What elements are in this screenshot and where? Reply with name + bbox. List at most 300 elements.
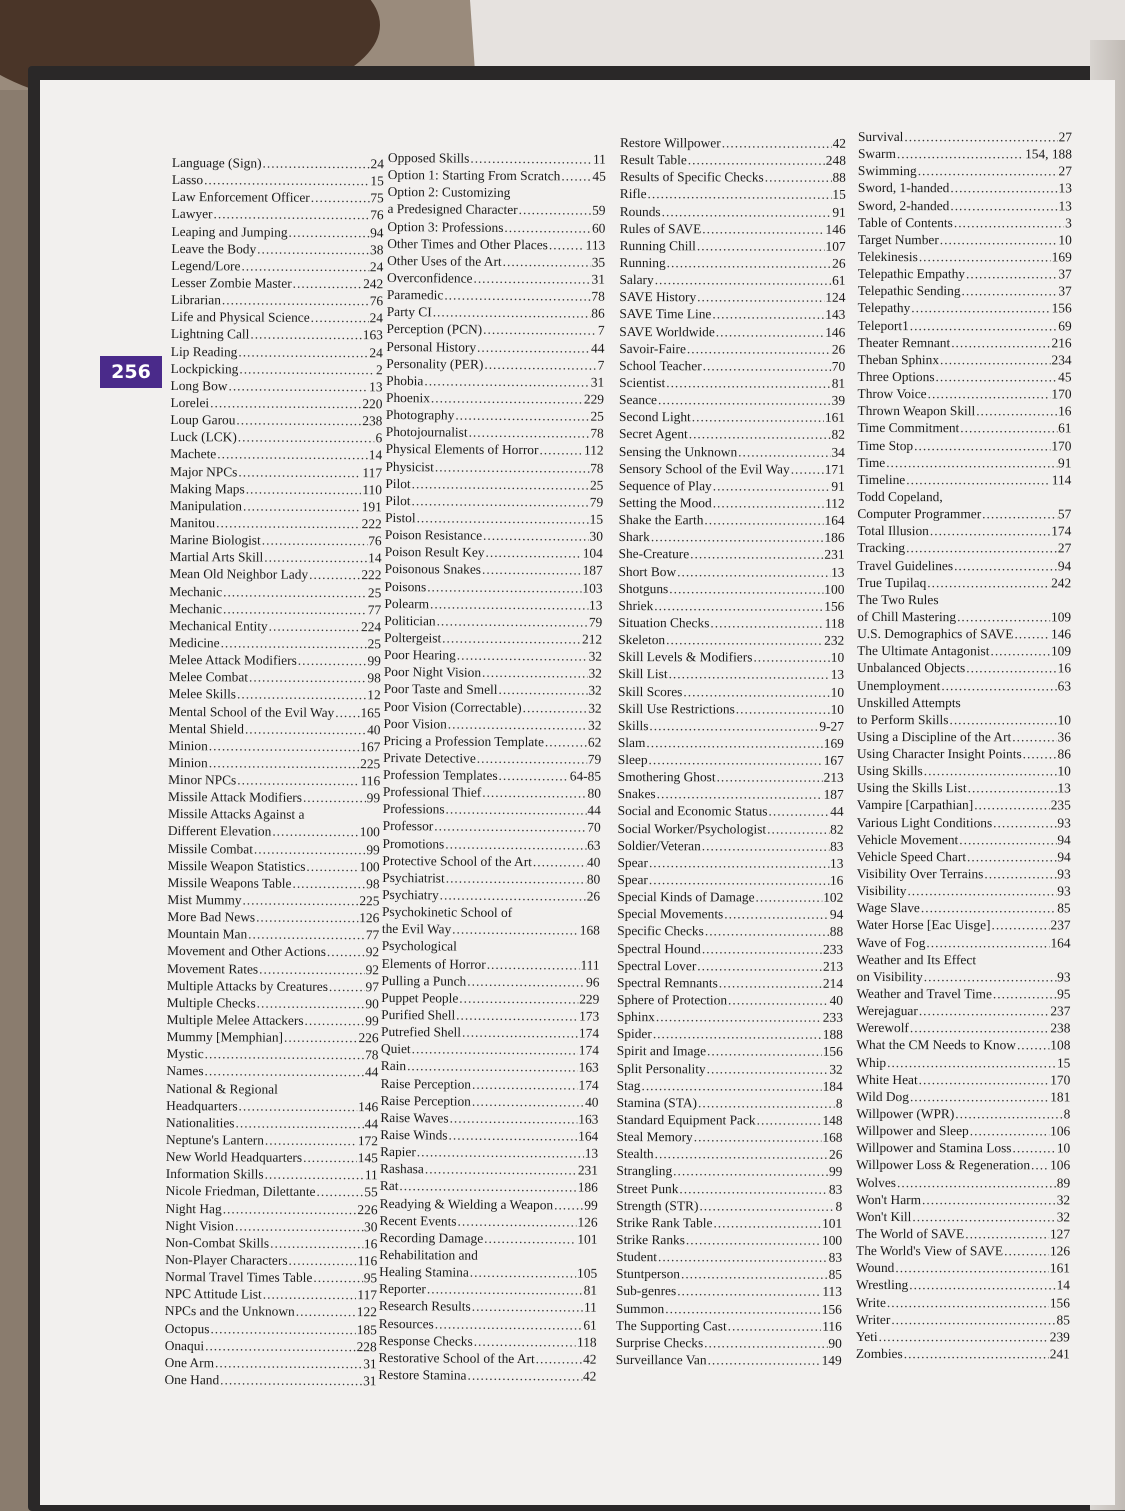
index-entry xyxy=(170,497,382,515)
leader-dots xyxy=(455,407,589,425)
index-entry xyxy=(382,869,600,888)
leader-dots xyxy=(456,1007,578,1025)
index-entry-page: 148 xyxy=(822,1112,842,1129)
index-entry-page: 93 xyxy=(1057,814,1070,831)
index-entry xyxy=(169,617,381,635)
index-entry xyxy=(382,920,600,939)
index-entry-page: 83 xyxy=(829,1180,842,1197)
index-entry-page: 242 xyxy=(1051,574,1071,591)
index-entry-page: 78 xyxy=(590,425,604,442)
index-entry xyxy=(385,526,603,545)
index-entry-label: Legend/Lore xyxy=(171,257,240,275)
index-entry xyxy=(618,802,844,820)
leader-dots xyxy=(648,186,832,204)
index-entry-page: 170 xyxy=(1051,385,1071,402)
leader-dots xyxy=(919,1071,1050,1088)
index-entry-label: Headquarters xyxy=(166,1097,237,1115)
index-entry-page: 170 xyxy=(1050,1071,1070,1088)
index-entry-label: the Evil Way xyxy=(382,920,451,938)
index-entry-page: 213 xyxy=(823,957,843,974)
index-entry-label: Option 1: Starting From Scratch xyxy=(388,166,561,185)
index-entry xyxy=(856,1225,1070,1243)
index-entry-page: 7 xyxy=(598,322,605,339)
index-entry-label: Running Chill xyxy=(620,237,696,254)
index-entry xyxy=(617,1111,843,1129)
index-entry xyxy=(381,972,599,991)
leader-dots xyxy=(702,220,824,238)
index-column-1 xyxy=(164,154,384,1389)
index-entry-page: 172 xyxy=(358,1132,378,1149)
index-entry-page: 13 xyxy=(369,378,382,395)
leader-dots xyxy=(654,597,823,615)
index-entry-label: Werejaguar xyxy=(856,1002,917,1019)
leader-dots xyxy=(467,972,585,990)
index-entry xyxy=(616,1214,842,1232)
leader-dots xyxy=(431,389,583,407)
index-entry-label: Martial Arts Skill xyxy=(169,548,263,566)
leader-dots xyxy=(1023,745,1057,762)
index-entry xyxy=(386,440,604,459)
index-entry-page: 163 xyxy=(579,1059,599,1076)
index-entry xyxy=(166,1045,378,1063)
index-entry-label: Mental School of the Evil Way xyxy=(169,702,335,720)
index-entry-page: 126 xyxy=(577,1213,597,1230)
leader-dots xyxy=(243,497,361,515)
index-entry-label: Sequence of Play xyxy=(619,477,712,494)
index-entry-label: Second Light xyxy=(619,408,691,425)
index-entry-label: Option 2: Customizing xyxy=(388,183,511,201)
index-entry-page: 168 xyxy=(580,922,600,939)
leader-dots xyxy=(242,891,358,909)
leader-dots xyxy=(257,240,369,258)
leader-dots xyxy=(482,664,588,682)
index-entry-label: Teleport1 xyxy=(858,317,909,334)
index-entry xyxy=(619,477,845,495)
index-entry xyxy=(856,985,1070,1003)
leader-dots xyxy=(248,926,365,944)
index-entry xyxy=(619,460,845,478)
leader-dots xyxy=(928,385,1051,402)
index-entry-label: Multiple Attacks by Creatures xyxy=(167,977,328,995)
index-entry-label: Mystic xyxy=(166,1045,203,1062)
leader-dots xyxy=(941,677,1056,694)
leader-dots xyxy=(909,1277,1055,1294)
index-entry xyxy=(858,248,1072,266)
index-entry-label: Recent Events xyxy=(380,1212,457,1230)
index-entry-page: 15 xyxy=(1057,1054,1070,1071)
index-entry-label: Phobia xyxy=(386,372,423,389)
index-entry-page: 161 xyxy=(1050,1260,1070,1277)
index-entry xyxy=(171,274,383,292)
leader-dots xyxy=(462,1024,578,1042)
index-entry xyxy=(381,1040,599,1059)
leader-dots xyxy=(296,1303,356,1321)
index-entry xyxy=(379,1297,597,1316)
index-entry-page: 93 xyxy=(1057,968,1070,985)
leader-dots xyxy=(921,899,1056,916)
index-entry-label: Visibility xyxy=(857,882,907,899)
index-entry xyxy=(387,320,605,339)
leader-dots xyxy=(677,1283,821,1301)
index-entry-label: Telepathy xyxy=(858,299,911,316)
index-entry-label: SAVE Time Line xyxy=(619,305,711,322)
leader-dots xyxy=(217,446,368,464)
index-entry-label: The Supporting Cast xyxy=(616,1317,727,1335)
leader-dots xyxy=(305,1012,365,1030)
index-entry-page: 232 xyxy=(824,632,844,649)
index-entry-page: 86 xyxy=(591,305,605,322)
index-entry-page: 188 xyxy=(823,1026,843,1043)
index-entry-page: 164 xyxy=(825,512,845,529)
index-entry-label: Salary xyxy=(619,271,653,288)
index-entry-page: 79 xyxy=(588,751,602,768)
leader-dots xyxy=(719,974,822,992)
index-entry-page: 114 xyxy=(1052,471,1072,488)
index-entry-page: 14 xyxy=(1057,1277,1070,1294)
index-entry-page: 170 xyxy=(1051,437,1071,454)
leader-dots xyxy=(479,1260,596,1261)
index-entry-page: 96 xyxy=(586,973,600,990)
index-entry-label: Won't Kill xyxy=(856,1208,911,1225)
leader-dots xyxy=(399,1178,576,1197)
index-entry-label: Personal History xyxy=(386,338,476,356)
index-entry-label: Readying & Wielding a Weapon xyxy=(380,1195,554,1214)
leader-dots xyxy=(264,549,367,567)
index-entry xyxy=(383,800,601,819)
index-entry-page: 216 xyxy=(1052,334,1072,351)
index-column-4 xyxy=(856,128,1072,1362)
index-entry-label: Long Bow xyxy=(171,377,228,395)
index-entry xyxy=(165,1234,377,1252)
leader-dots xyxy=(967,848,1056,865)
index-entry-page: 25 xyxy=(590,408,604,425)
leader-dots xyxy=(658,1248,828,1266)
leader-dots xyxy=(239,360,375,378)
index-entry-label: Missile Attack Modifiers xyxy=(168,788,302,806)
index-entry xyxy=(170,445,382,463)
leader-dots xyxy=(791,460,824,477)
index-entry-label: Sword, 1-handed xyxy=(858,179,950,196)
index-entry xyxy=(616,1162,842,1180)
leader-dots xyxy=(228,377,368,395)
index-entry-page: 94 xyxy=(370,224,383,241)
index-entry xyxy=(856,1242,1070,1260)
index-entry-page: 226 xyxy=(358,1029,378,1046)
index-entry-label: Quiet xyxy=(381,1040,411,1057)
index-entry-label: Rehabilitation and xyxy=(379,1246,478,1264)
index-entry xyxy=(856,1174,1070,1192)
index-entry-page: 154, 188 xyxy=(1025,145,1072,162)
index-entry-page: 13 xyxy=(830,855,843,872)
index-entry-label: Snakes xyxy=(618,785,656,802)
index-entry-page: 24 xyxy=(371,155,384,172)
leader-dots xyxy=(473,270,590,288)
leader-dots xyxy=(427,578,581,596)
index-entry xyxy=(167,1011,379,1029)
leader-dots xyxy=(686,1231,821,1249)
index-entry-label: Water Horse [Eac Uisge] xyxy=(857,916,991,933)
leader-dots xyxy=(879,1328,1049,1345)
index-entry-page: 85 xyxy=(1057,900,1070,917)
leader-dots xyxy=(966,265,1057,282)
leader-dots xyxy=(704,1334,827,1352)
index-entry-page: 89 xyxy=(1057,1174,1070,1191)
index-entry-page: 156 xyxy=(1052,300,1072,317)
index-entry-label: Promotions xyxy=(382,835,444,853)
index-entry-page: 26 xyxy=(832,255,845,272)
index-entry xyxy=(378,1349,596,1368)
index-entry-page: 231 xyxy=(824,546,844,563)
index-entry xyxy=(857,831,1071,849)
leader-dots xyxy=(430,595,588,613)
index-entry-label: Skeleton xyxy=(618,631,665,648)
index-entry-label: Special Movements xyxy=(617,905,723,923)
index-entry-label: Professions xyxy=(383,800,445,818)
leader-dots xyxy=(298,652,367,670)
index-entry-page: 108 xyxy=(1050,1037,1070,1054)
index-entry xyxy=(167,960,379,978)
index-entry-page: 98 xyxy=(367,669,380,686)
leader-dots xyxy=(951,334,1050,351)
leader-dots xyxy=(467,1367,582,1385)
index-entry-label: Writer xyxy=(856,1311,890,1328)
index-entry-page: 64-85 xyxy=(570,768,601,785)
index-entry-label: Spear xyxy=(617,854,648,871)
index-entry xyxy=(619,305,845,323)
leader-dots xyxy=(927,574,1050,591)
index-entry xyxy=(385,492,603,511)
index-entry-label: Pilot xyxy=(385,475,410,492)
index-entry-page: 75 xyxy=(370,189,383,206)
index-entry xyxy=(171,223,383,241)
leader-dots xyxy=(694,1128,822,1146)
index-entry xyxy=(617,922,843,940)
index-entry xyxy=(856,1345,1070,1363)
leader-dots xyxy=(704,511,823,529)
index-entry-page: 10 xyxy=(1058,231,1071,248)
index-entry xyxy=(619,443,845,461)
leader-dots xyxy=(950,197,1057,214)
index-entry xyxy=(617,888,843,906)
index-entry-label: Reporter xyxy=(379,1280,426,1298)
index-entry xyxy=(169,600,381,618)
index-entry-label: Results of Specific Checks xyxy=(620,168,764,186)
index-entry-page: 32 xyxy=(589,648,603,665)
index-entry-page: 93 xyxy=(1057,865,1070,882)
index-entry-label: Nationalities xyxy=(166,1114,235,1132)
index-entry-label: Stuntperson xyxy=(616,1265,680,1282)
index-entry-page: 88 xyxy=(832,169,845,186)
index-entry-label: Non-Player Characters xyxy=(165,1251,287,1269)
index-entry-page: 225 xyxy=(360,755,380,772)
index-entry xyxy=(385,560,603,579)
index-entry-label: Street Punk xyxy=(616,1180,678,1197)
index-entry xyxy=(617,1025,843,1043)
leader-dots xyxy=(249,669,366,687)
leader-dots xyxy=(919,1002,1050,1019)
index-entry xyxy=(617,1008,843,1026)
index-entry xyxy=(619,545,845,563)
index-entry-page: 13 xyxy=(1058,197,1071,214)
index-entry-label: Computer Programmer xyxy=(857,505,981,522)
index-entry-page: 57 xyxy=(1058,505,1071,522)
index-entry xyxy=(620,203,846,221)
index-entry-page: 237 xyxy=(1050,1003,1070,1020)
index-entry-label: Willpower and Sleep xyxy=(856,1122,969,1139)
leader-dots xyxy=(445,835,586,853)
index-entry-label: NPC Attitude List xyxy=(165,1285,262,1303)
leader-dots xyxy=(238,429,375,447)
leader-dots xyxy=(724,906,829,924)
index-entry-label: Travel Guidelines xyxy=(857,557,953,574)
index-entry-page: 63 xyxy=(1058,677,1071,694)
index-entry-page: 184 xyxy=(823,1077,843,1094)
index-entry-label: Wage Slave xyxy=(857,899,920,916)
index-entry xyxy=(858,265,1072,283)
index-entry-page: 229 xyxy=(579,990,599,1007)
leader-dots xyxy=(895,1259,1049,1276)
index-entry-label: SAVE Worldwide xyxy=(619,323,715,340)
index-entry-label: Names xyxy=(166,1062,203,1079)
index-entry xyxy=(618,768,844,786)
leader-dots xyxy=(738,443,830,460)
leader-dots xyxy=(536,1350,583,1368)
index-entry-label: Personality (PER) xyxy=(386,355,483,373)
leader-dots xyxy=(1014,625,1050,642)
index-entry-label: Stealth xyxy=(616,1145,653,1162)
index-entry-page: 106 xyxy=(1050,1122,1070,1139)
index-entry-label: Theban Sphinx xyxy=(858,351,939,368)
index-entry-label: Option 3: Professions xyxy=(387,218,503,236)
leader-dots xyxy=(205,1337,356,1355)
index-entry-page: 42 xyxy=(583,1368,597,1385)
index-entry-label: Lawyer xyxy=(172,205,213,222)
index-entry xyxy=(168,737,380,755)
index-entry-label: Movement and Other Actions xyxy=(167,942,326,960)
leader-dots xyxy=(470,1264,576,1282)
index-entry-page: 60 xyxy=(592,219,606,236)
index-entry xyxy=(171,291,383,309)
index-entry-label: Write xyxy=(856,1294,886,1311)
index-entry xyxy=(619,425,845,443)
index-entry xyxy=(856,1002,1070,1020)
index-entry xyxy=(169,634,381,652)
index-entry-page: 82 xyxy=(832,426,845,443)
leader-dots xyxy=(503,253,591,271)
index-entry-page: 91 xyxy=(831,478,844,495)
index-entry xyxy=(170,531,382,549)
index-entry-page: 143 xyxy=(825,306,845,323)
leader-dots xyxy=(254,840,366,858)
index-entry xyxy=(384,697,602,716)
index-entry xyxy=(379,1246,597,1265)
leader-dots xyxy=(265,1166,364,1184)
leader-dots xyxy=(681,1266,828,1284)
index-entry-label: Night Hag xyxy=(166,1200,222,1217)
leader-dots xyxy=(717,769,823,787)
index-entry-label: More Bad News xyxy=(167,908,255,926)
index-entry-label: Poison Result Key xyxy=(385,543,485,561)
index-entry-page: 10 xyxy=(1058,711,1071,728)
index-entry xyxy=(858,299,1072,317)
index-entry-label: U.S. Demographics of SAVE xyxy=(857,625,1013,642)
index-entry-page: 24 xyxy=(370,309,383,326)
index-entry xyxy=(169,548,381,566)
index-entry-label: Summon xyxy=(616,1300,664,1317)
index-column-2 xyxy=(378,149,606,1385)
index-entry xyxy=(856,1019,1070,1037)
index-entry-page: 90 xyxy=(828,1335,841,1352)
leader-dots xyxy=(687,340,831,358)
leader-dots xyxy=(204,171,369,189)
leader-dots xyxy=(919,248,1051,265)
index-entry xyxy=(616,1282,842,1300)
index-entry-label: Vehicle Movement xyxy=(857,831,959,848)
index-entry xyxy=(385,475,603,494)
index-entry-page: 61 xyxy=(1058,420,1071,437)
index-entry-page: 25 xyxy=(590,476,604,493)
index-entry xyxy=(168,840,380,858)
leader-dots xyxy=(427,1281,583,1299)
index-entry-label: a Predesigned Character xyxy=(387,200,517,218)
index-entry-label: Raise Winds xyxy=(380,1126,447,1144)
leader-dots xyxy=(1012,728,1056,745)
index-entry-label: Other Times and Other Places xyxy=(387,235,548,253)
index-entry-page: 8 xyxy=(1064,1105,1071,1122)
index-entry-page: 156 xyxy=(823,1043,843,1060)
leader-dots xyxy=(209,754,360,772)
index-entry-label: Octopus xyxy=(165,1320,210,1337)
leader-dots xyxy=(641,1077,821,1095)
leader-dots xyxy=(270,1234,363,1252)
leader-dots xyxy=(483,527,589,545)
leader-dots xyxy=(235,1114,363,1132)
index-entry-page: 231 xyxy=(578,1162,598,1179)
index-entry-label: Librarian xyxy=(171,291,221,308)
leader-dots xyxy=(688,151,825,169)
index-entry-page: 83 xyxy=(830,838,843,855)
index-entry-page: 94 xyxy=(830,906,843,923)
index-entry-page: 99 xyxy=(365,1012,378,1029)
index-entry-page: 40 xyxy=(585,1093,599,1110)
index-entry-page: 118 xyxy=(825,615,845,632)
index-entry-label: Professional Thief xyxy=(383,783,481,801)
leader-dots xyxy=(311,189,370,207)
index-entry-page: 93 xyxy=(1057,883,1070,900)
index-entry xyxy=(385,543,603,562)
index-entry xyxy=(857,642,1071,660)
index-entry xyxy=(168,788,380,806)
index-entry xyxy=(380,1177,598,1196)
index-entry xyxy=(171,308,383,326)
index-entry xyxy=(165,1337,377,1355)
leader-dots xyxy=(407,1058,578,1076)
index-entry xyxy=(857,437,1071,455)
leader-dots xyxy=(656,1008,822,1026)
index-entry-page: 113 xyxy=(586,236,606,253)
index-entry-page: 34 xyxy=(831,443,844,460)
index-entry-label: Leaping and Jumping xyxy=(171,223,287,241)
leader-dots xyxy=(469,424,590,442)
index-entry-page: 164 xyxy=(1050,934,1070,951)
index-entry-page: 94 xyxy=(1057,848,1070,865)
index-entry-label: Skill List xyxy=(618,665,668,682)
leader-dots xyxy=(303,789,366,807)
index-entry-label: Loup Garou xyxy=(170,411,235,429)
leader-dots xyxy=(313,1269,362,1286)
index-entry-page: 99 xyxy=(367,652,380,669)
leader-dots xyxy=(918,162,1058,179)
